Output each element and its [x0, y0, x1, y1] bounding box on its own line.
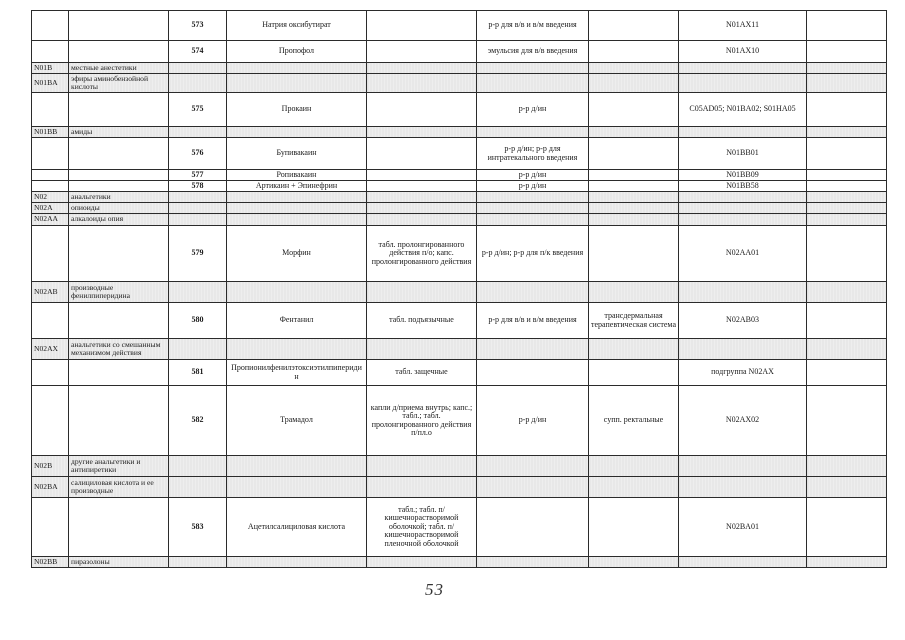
atc-code-cell [32, 170, 69, 181]
note-cell [807, 203, 887, 214]
dosage-form-oral-cell [367, 181, 477, 192]
number-cell [169, 214, 227, 226]
dosage-form-oral-cell: табл. пролонгированного действия п/о; капс. пролонгированного действия [367, 226, 477, 282]
note-cell [807, 74, 887, 93]
atc-code-full-cell: N02AB03 [679, 303, 807, 339]
atc-cell [679, 127, 807, 138]
number-cell [169, 127, 227, 138]
group-name-cell: другие анальгетики и антипиретики [69, 456, 169, 477]
atc-code-cell: N01B [32, 63, 69, 74]
atc-code-cell: N02 [32, 192, 69, 203]
atc-code-full-cell: N01AX10 [679, 41, 807, 63]
dosage-form-oral-cell [367, 11, 477, 41]
atc-cell [679, 74, 807, 93]
dosage-form-injection-cell: эмульсия для в/в введения [477, 41, 589, 63]
atc-code-cell [32, 93, 69, 127]
group-name-cell [69, 303, 169, 339]
number-cell: 573 [169, 11, 227, 41]
drug-name-cell: Натрия оксибутират [227, 11, 367, 41]
dosage-form-injection-cell: р-р д/ин; р-р для п/к введения [477, 226, 589, 282]
form-cell [589, 557, 679, 568]
drug-name-cell: Артикаин + Эпинефрин [227, 181, 367, 192]
atc-code-cell: N01BA [32, 74, 69, 93]
group-name-cell [69, 360, 169, 386]
drug-row [32, 170, 887, 181]
atc-cell [679, 557, 807, 568]
note-cell [807, 386, 887, 456]
form-cell [589, 192, 679, 203]
form-cell [477, 456, 589, 477]
dosage-form-injection-cell: р-р д/ин; р-р для интратекального введения [477, 138, 589, 170]
note-cell [807, 138, 887, 170]
drug-register-table [31, 10, 887, 568]
number-cell [169, 74, 227, 93]
atc-code-full-cell: N01BB01 [679, 138, 807, 170]
group-row [32, 203, 887, 214]
number-cell: 581 [169, 360, 227, 386]
drug-name-cell [227, 456, 367, 477]
group-name-cell [69, 498, 169, 557]
dosage-form-oral-cell [367, 93, 477, 127]
form-cell [477, 74, 589, 93]
form-cell [477, 203, 589, 214]
dosage-form-other-cell [589, 11, 679, 41]
dosage-form-injection-cell: р-р для в/в и в/м введения [477, 11, 589, 41]
group-name-cell: алкалоиды опия [69, 214, 169, 226]
number-cell: 576 [169, 138, 227, 170]
atc-code-cell: N02B [32, 456, 69, 477]
note-cell [807, 127, 887, 138]
atc-code-cell [32, 226, 69, 282]
drug-name-cell [227, 63, 367, 74]
number-cell [169, 63, 227, 74]
form-cell [367, 214, 477, 226]
group-name-cell [69, 138, 169, 170]
form-cell [477, 63, 589, 74]
group-row [32, 214, 887, 226]
drug-name-cell: Бупивакаин [227, 138, 367, 170]
drug-row [32, 386, 887, 456]
note-cell [807, 41, 887, 63]
note-cell [807, 170, 887, 181]
group-row [32, 282, 887, 303]
group-row [32, 192, 887, 203]
number-cell: 577 [169, 170, 227, 181]
drug-row [32, 138, 887, 170]
atc-code-full-cell: N02BA01 [679, 498, 807, 557]
drug-name-cell: Ацетилсалициловая кислота [227, 498, 367, 557]
note-cell [807, 11, 887, 41]
form-cell [589, 282, 679, 303]
atc-cell [679, 456, 807, 477]
group-name-cell: опиоиды [69, 203, 169, 214]
dosage-form-injection-cell: р-р д/ин [477, 170, 589, 181]
atc-code-cell: N02BB [32, 557, 69, 568]
form-cell [589, 203, 679, 214]
dosage-form-oral-cell [367, 170, 477, 181]
dosage-form-injection-cell: р-р д/ин [477, 386, 589, 456]
group-name-cell: местные анестетики [69, 63, 169, 74]
dosage-form-oral-cell: табл. защечные [367, 360, 477, 386]
form-cell [589, 339, 679, 360]
note-cell [807, 557, 887, 568]
atc-code-cell: N02A [32, 203, 69, 214]
group-name-cell [69, 41, 169, 63]
dosage-form-injection-cell [477, 360, 589, 386]
atc-cell [679, 477, 807, 498]
atc-code-cell: N02AB [32, 282, 69, 303]
form-cell [589, 456, 679, 477]
drug-row [32, 303, 887, 339]
form-cell [367, 63, 477, 74]
dosage-form-other-cell [589, 93, 679, 127]
atc-code-full-cell: подгруппа N02AX [679, 360, 807, 386]
group-name-cell [69, 386, 169, 456]
note-cell [807, 456, 887, 477]
drug-row [32, 498, 887, 557]
form-cell [367, 557, 477, 568]
atc-code-cell [32, 360, 69, 386]
page-number: 53 [425, 580, 444, 599]
form-cell [477, 127, 589, 138]
group-name-cell: салициловая кислота и ее производные [69, 477, 169, 498]
group-row [32, 339, 887, 360]
group-row [32, 127, 887, 138]
dosage-form-oral-cell: табл. подъязычные [367, 303, 477, 339]
atc-code-cell [32, 138, 69, 170]
group-name-cell: анальгетики со смешанным механизмом действия [69, 339, 169, 360]
form-cell [589, 74, 679, 93]
dosage-form-other-cell [589, 226, 679, 282]
form-cell [589, 477, 679, 498]
note-cell [807, 339, 887, 360]
atc-code-full-cell: N01BB58 [679, 181, 807, 192]
form-cell [477, 192, 589, 203]
note-cell [807, 226, 887, 282]
atc-code-cell [32, 386, 69, 456]
atc-cell [679, 282, 807, 303]
group-name-cell [69, 93, 169, 127]
number-cell: 582 [169, 386, 227, 456]
dosage-form-other-cell [589, 181, 679, 192]
drug-name-cell: Морфин [227, 226, 367, 282]
form-cell [477, 339, 589, 360]
drug-name-cell: Трамадол [227, 386, 367, 456]
dosage-form-oral-cell: табл.; табл. п/кишечнорастворимой оболочкой; табл. п/кишечнорастворимой пленочной оболочкой [367, 498, 477, 557]
drug-name-cell: Ропивакаин [227, 170, 367, 181]
atc-code-full-cell: C05AD05; N01BA02; S01HA05 [679, 93, 807, 127]
drug-name-cell: Прокаин [227, 93, 367, 127]
group-row [32, 557, 887, 568]
form-cell [367, 282, 477, 303]
drug-row [32, 360, 887, 386]
dosage-form-other-cell [589, 498, 679, 557]
form-cell [589, 63, 679, 74]
atc-cell [679, 214, 807, 226]
atc-cell [679, 63, 807, 74]
group-row [32, 456, 887, 477]
drug-name-cell [227, 127, 367, 138]
drug-row [32, 93, 887, 127]
dosage-form-oral-cell [367, 41, 477, 63]
form-cell [477, 214, 589, 226]
drug-name-cell [227, 214, 367, 226]
note-cell [807, 477, 887, 498]
atc-code-full-cell: N02AX02 [679, 386, 807, 456]
note-cell [807, 63, 887, 74]
dosage-form-injection-cell [477, 498, 589, 557]
number-cell: 579 [169, 226, 227, 282]
number-cell [169, 282, 227, 303]
dosage-form-other-cell [589, 360, 679, 386]
atc-code-full-cell: N01AX11 [679, 11, 807, 41]
atc-code-cell: N02AA [32, 214, 69, 226]
drug-row [32, 41, 887, 63]
atc-cell [679, 203, 807, 214]
group-name-cell: амиды [69, 127, 169, 138]
dosage-form-injection-cell: р-р д/ин [477, 93, 589, 127]
number-cell [169, 557, 227, 568]
dosage-form-oral-cell [367, 138, 477, 170]
form-cell [367, 456, 477, 477]
atc-cell [679, 192, 807, 203]
number-cell [169, 339, 227, 360]
number-cell [169, 456, 227, 477]
group-row [32, 477, 887, 498]
atc-code-cell: N02BA [32, 477, 69, 498]
form-cell [367, 203, 477, 214]
form-cell [367, 477, 477, 498]
drug-row [32, 226, 887, 282]
drug-name-cell [227, 203, 367, 214]
group-name-cell: анальгетики [69, 192, 169, 203]
form-cell [477, 477, 589, 498]
atc-code-cell [32, 303, 69, 339]
atc-code-cell [32, 181, 69, 192]
dosage-form-oral-cell: капли д/приема внутрь; капс.; табл.; табл. пролонгированного действия п/пл.о [367, 386, 477, 456]
dosage-form-injection-cell: р-р д/ин [477, 181, 589, 192]
form-cell [367, 339, 477, 360]
note-cell [807, 498, 887, 557]
form-cell [477, 557, 589, 568]
group-name-cell [69, 11, 169, 41]
drug-name-cell [227, 339, 367, 360]
drug-name-cell [227, 282, 367, 303]
atc-code-cell [32, 41, 69, 63]
note-cell [807, 214, 887, 226]
group-name-cell [69, 170, 169, 181]
atc-code-cell [32, 11, 69, 41]
dosage-form-other-cell: трансдермальная терапевтическая система [589, 303, 679, 339]
atc-code-cell [32, 498, 69, 557]
group-name-cell: эфиры аминобензойной кислоты [69, 74, 169, 93]
note-cell [807, 282, 887, 303]
number-cell [169, 477, 227, 498]
dosage-form-other-cell [589, 41, 679, 63]
note-cell [807, 93, 887, 127]
table-body [32, 11, 887, 568]
form-cell [367, 127, 477, 138]
group-name-cell: пиразолоны [69, 557, 169, 568]
note-cell [807, 360, 887, 386]
drug-name-cell: Пропионилфенилэтоксиэтилпиперидин [227, 360, 367, 386]
number-cell: 575 [169, 93, 227, 127]
note-cell [807, 303, 887, 339]
drug-row [32, 11, 887, 41]
note-cell [807, 192, 887, 203]
form-cell [367, 74, 477, 93]
drug-row [32, 181, 887, 192]
number-cell: 580 [169, 303, 227, 339]
atc-code-full-cell: N01BB09 [679, 170, 807, 181]
atc-code-cell: N02AX [32, 339, 69, 360]
note-cell [807, 181, 887, 192]
drug-name-cell [227, 477, 367, 498]
form-cell [477, 282, 589, 303]
number-cell: 583 [169, 498, 227, 557]
form-cell [367, 192, 477, 203]
number-cell [169, 192, 227, 203]
form-cell [589, 127, 679, 138]
drug-name-cell: Фентанил [227, 303, 367, 339]
group-name-cell: производные фенилпиперидина [69, 282, 169, 303]
number-cell: 578 [169, 181, 227, 192]
number-cell [169, 203, 227, 214]
drug-name-cell: Пропофол [227, 41, 367, 63]
group-row [32, 63, 887, 74]
number-cell: 574 [169, 41, 227, 63]
dosage-form-other-cell: супп. ректальные [589, 386, 679, 456]
drug-name-cell [227, 74, 367, 93]
dosage-form-injection-cell: р-р для в/в и в/м введения [477, 303, 589, 339]
form-cell [589, 214, 679, 226]
atc-code-cell: N01BB [32, 127, 69, 138]
drug-name-cell [227, 192, 367, 203]
group-name-cell [69, 226, 169, 282]
atc-cell [679, 339, 807, 360]
group-row [32, 74, 887, 93]
dosage-form-other-cell [589, 138, 679, 170]
atc-code-full-cell: N02AA01 [679, 226, 807, 282]
dosage-form-other-cell [589, 170, 679, 181]
drug-name-cell [227, 557, 367, 568]
group-name-cell [69, 181, 169, 192]
